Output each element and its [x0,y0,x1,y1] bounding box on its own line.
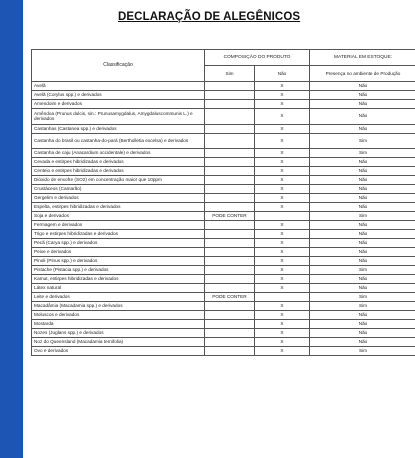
sim-cell [205,133,255,149]
allergen-name-cell: Dióxido de enxofre (SO2) em concentração maior que 10ppm [32,176,205,185]
sim-cell [205,185,255,194]
sim-cell [205,248,255,257]
material-cell: Não [310,185,415,194]
nao-cell: X [255,239,310,248]
document-page [23,0,415,458]
nao-cell: X [255,266,310,275]
sim-cell [205,176,255,185]
sim-cell [205,203,255,212]
table-row [32,284,415,293]
sim-cell [205,82,255,91]
sim-cell [205,320,255,329]
table-row [32,100,415,109]
allergen-name-cell: Centeio e estirpes hibridizadas e derivados [32,167,205,176]
nao-cell: X [255,275,310,284]
table-row [32,149,415,158]
allergen-name-cell: Castanha do brasil ou castanha-do-pará (Bertholletia excelsa) e derivados [32,133,205,149]
sim-cell [205,149,255,158]
table-row [32,158,415,167]
sim-cell [205,284,255,293]
sim-cell: PODE CONTER [205,212,255,221]
sim-cell [205,194,255,203]
table-row [32,266,415,275]
table-row [32,91,415,100]
sim-cell [205,124,255,133]
sim-cell [205,109,255,125]
nao-cell: X [255,194,310,203]
table-row [32,203,415,212]
material-cell: Não [310,176,415,185]
nao-cell: X [255,158,310,167]
nao-cell: X [255,248,310,257]
allergen-name-cell: Espelta, estirpes hibridizadas e derivados [32,203,205,212]
nao-cell: X [255,302,310,311]
nao-cell: X [255,257,310,266]
allergen-name-cell: Kamut, estirpes hibridizadas e derivados [32,275,205,284]
nao-cell: X [255,149,310,158]
material-cell: Sim [310,133,415,149]
material-cell: Não [310,257,415,266]
allergen-name-cell: Moluscos e derivados [32,311,205,320]
sim-cell [205,100,255,109]
nao-cell [255,212,310,221]
nao-cell: X [255,176,310,185]
nao-cell: X [255,338,310,347]
sim-cell: PODE CONTER [205,293,255,302]
table-row [32,176,415,185]
allergen-name-cell: Leite e derivados [32,293,205,302]
allergen-name-cell: Pecã (Carya spp.) e derivados [32,239,205,248]
header-classification: Classificação [32,50,205,82]
material-cell: Não [310,311,415,320]
allergen-name-cell: Castanha de caju (Anacardium occidentale) e derivados [32,149,205,158]
material-cell: Não [310,124,415,133]
table-row [32,311,415,320]
nao-cell: X [255,133,310,149]
table-row [32,133,415,149]
header-nao: Não [255,66,310,82]
material-cell: Não [310,167,415,176]
material-cell: Sim [310,302,415,311]
nao-cell: X [255,329,310,338]
allergen-name-cell: Gergelim e derivados [32,194,205,203]
allergen-name-cell: Macadâmia (Macadamia spp.) e derivados [32,302,205,311]
allergen-name-cell: Fermagem e derivados [32,221,205,230]
allergen-name-cell: Trigo e estirpes hibridizadas e derivados [32,230,205,239]
table-row [32,293,415,302]
sim-cell [205,91,255,100]
material-cell: Não [310,109,415,125]
header-composition: COMPOSIÇÃO DO PRODUTO [205,50,310,66]
sim-cell [205,266,255,275]
table-row [32,82,415,91]
allergen-name-cell: Mostarda [32,320,205,329]
material-cell: Não [310,91,415,100]
nao-cell: X [255,221,310,230]
table-row [32,320,415,329]
material-cell: Sim [310,347,415,356]
table-row [32,347,415,356]
table-row [32,338,415,347]
sim-cell [205,239,255,248]
nao-cell: X [255,91,310,100]
table-row [32,257,415,266]
nao-cell: X [255,203,310,212]
material-cell: Sim [310,266,415,275]
nao-cell: X [255,284,310,293]
material-cell: Não [310,275,415,284]
material-cell: Não [310,230,415,239]
nao-cell: X [255,167,310,176]
material-cell: Não [310,82,415,91]
allergen-name-cell: Cevada e estirpes hibridizadas e derivados [32,158,205,167]
table-row [32,194,415,203]
allergen-table [31,49,415,356]
nao-cell: X [255,347,310,356]
material-cell: Não [310,158,415,167]
nao-cell: X [255,100,310,109]
sim-cell [205,275,255,284]
nao-cell: X [255,311,310,320]
left-blue-bar [0,0,23,458]
header-sim: Sim [205,66,255,82]
material-cell: Não [310,329,415,338]
sim-cell [205,167,255,176]
material-cell: Não [310,203,415,212]
header-presence: Presença no ambiente de Produção [310,66,415,82]
sim-cell [205,329,255,338]
sim-cell [205,257,255,266]
nao-cell: X [255,320,310,329]
material-cell: Não [310,100,415,109]
material-cell: Não [310,320,415,329]
table-row [32,124,415,133]
allergen-name-cell: Castanhas (Castanea spp.) e derivados [32,124,205,133]
allergen-name-cell: Noz do Queensland (Macadamia ternifolia) [32,338,205,347]
nao-cell: X [255,82,310,91]
allergen-name-cell: Nozes (Juglans spp.) e derivados [32,329,205,338]
table-row [32,239,415,248]
material-cell: Sim [310,149,415,158]
allergen-name-cell: Látex natural [32,284,205,293]
material-cell: Sim [310,293,415,302]
table-row [32,185,415,194]
table-row [32,329,415,338]
sim-cell [205,302,255,311]
table-row [32,248,415,257]
table-row [32,275,415,284]
nao-cell: X [255,109,310,125]
allergen-name-cell: Peixe e derivados [32,248,205,257]
allergen-name-cell: Amêndoa (Prunus dulcis, sin.: Prunusamygdalus, Amygdaluscommunis L.) e derivados [32,109,205,125]
sim-cell [205,311,255,320]
nao-cell [255,293,310,302]
header-material: MATERIAL EM ESTOQUE: [310,50,415,66]
table-row [32,302,415,311]
allergen-name-cell: Avelã [32,82,205,91]
allergen-name-cell: Soja e derivados [32,212,205,221]
material-cell: Não [310,338,415,347]
sim-cell [205,347,255,356]
table-row [32,230,415,239]
material-cell: Não [310,284,415,293]
nao-cell: X [255,230,310,239]
material-cell: Não [310,239,415,248]
allergen-name-cell: Pinoli (Pinus spp.) e derivados [32,257,205,266]
allergen-name-cell: Ovo e derivados [32,347,205,356]
material-cell: Não [310,221,415,230]
nao-cell: X [255,185,310,194]
sim-cell [205,158,255,167]
allergen-name-cell: Amendoim e derivados [32,100,205,109]
nao-cell: X [255,124,310,133]
material-cell: Não [310,194,415,203]
sim-cell [205,230,255,239]
table-row [32,212,415,221]
document-title: DECLARAÇÃO DE ALEGÊNICOS [118,11,301,23]
sim-cell [205,338,255,347]
table-row [32,167,415,176]
allergen-name-cell: Pistache (Pistacia spp.) e derivados [32,266,205,275]
material-cell: Não [310,248,415,257]
table-row [32,109,415,125]
allergen-name-cell: Crustáceos (Camarão) [32,185,205,194]
allergen-name-cell: Avelã (Corylus spp.) e derivados [32,91,205,100]
sim-cell [205,221,255,230]
material-cell: Sim [310,212,415,221]
table-row [32,221,415,230]
